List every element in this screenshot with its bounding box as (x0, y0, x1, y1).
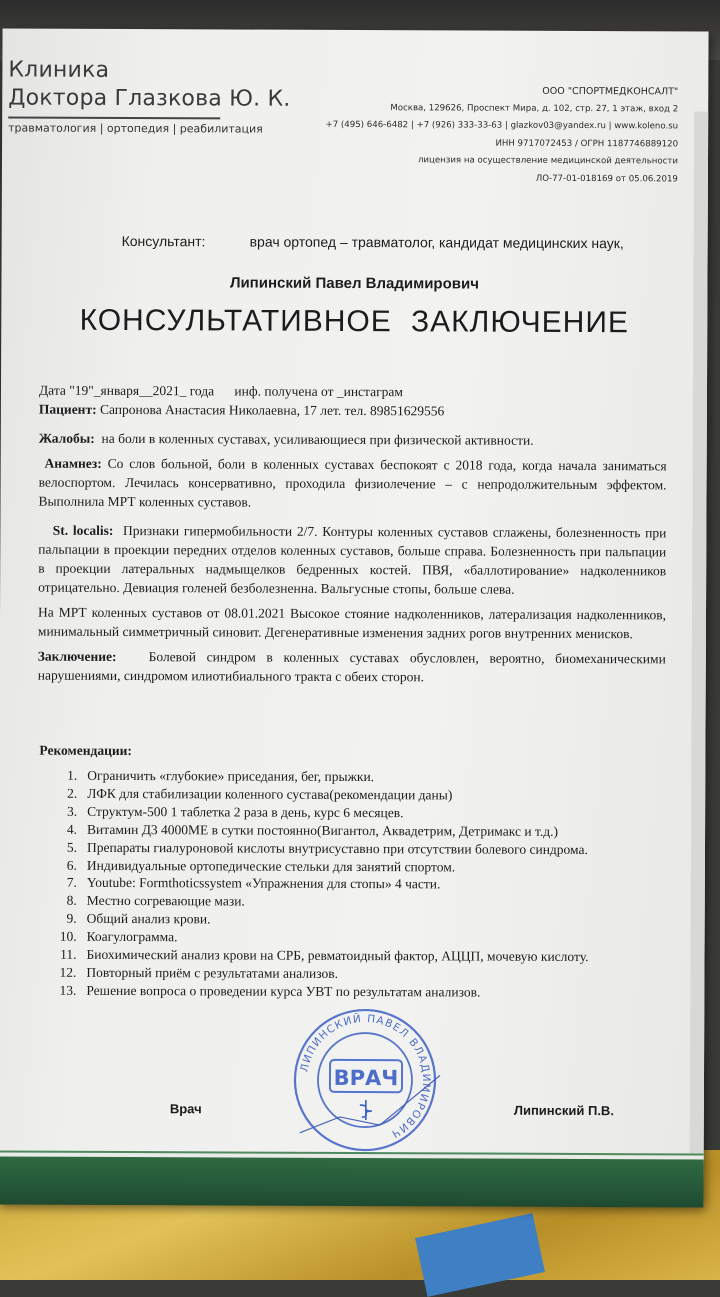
item-number: 7. (66, 875, 77, 891)
item-number: 9. (66, 911, 77, 927)
item-text: Общий анализ крови. (86, 911, 211, 927)
item-number: 12. (59, 964, 77, 980)
mri-findings: На МРТ коленных суставов от 08.01.2021 Высокое стояние надколенников, латерализация надколенников, минимальный симметричный синовит. Дегенеративные изменения задних рогов внутренних менисков. (37, 604, 667, 642)
company-name: ООО "СПОРТМЕДКОНСАЛТ" (542, 85, 679, 98)
item-text: ЛФК для стабилизации коленного сустава(рекомендации даны) (87, 785, 453, 803)
complaints-text: на боли в коленных суставах, усиливающиеся при физической активности. (101, 430, 534, 448)
anamnesis (38, 454, 666, 514)
consultant-line (122, 233, 624, 251)
clinic-specialties: травматология | ортопедия | реабилитация (8, 121, 263, 136)
item-number: 1. (67, 767, 78, 783)
item-number: 3. (66, 803, 78, 819)
recommendations-title: Рекомендации: (39, 742, 132, 759)
item-text: Индивидуальные ортопедические стельки для занятий спортом. (86, 857, 456, 874)
doctor-name: Липинский Павел Владимирович (229, 274, 479, 293)
conclusion-label: Заключение: (37, 648, 117, 664)
stamp-center-text: ВРАЧ (333, 1065, 399, 1091)
st-localis (38, 521, 666, 600)
item-text: Решение вопроса о проведении курса УВТ по результатам анализов. (86, 982, 481, 1000)
signature-role: Врач (169, 1101, 202, 1117)
st-localis-label: St. localis: (52, 522, 114, 538)
item-text: Структум-500 1 таблетка 2 раза в день, курс 6 месяцев. (87, 803, 404, 821)
clinic-name-line2: Доктора Глазкова Ю. К. (8, 85, 291, 112)
stamp-ring-text: ЛИПИНСКИЙ ПАВЕЛ ВЛАДИМИРОВИЧ (298, 1012, 433, 1141)
conclusion (38, 647, 666, 688)
patient-line (39, 400, 667, 422)
item-number: 4. (66, 821, 78, 837)
item-number: 10. (59, 928, 77, 944)
company-address: Москва, 129626, Проспект Мира, д. 102, стр. 27, 1 этаж, вход 2 (390, 102, 679, 114)
consultant-label: Консультант: (121, 232, 206, 250)
patient-label: Пациент: (38, 401, 97, 417)
company-contacts: +7 (495) 646-6482 | +7 (926) 333-33-63 | glazkov03@yandex.ru | www.koleno.su (325, 119, 679, 132)
complaints-label: Жалобы: (38, 430, 95, 446)
item-number: 5. (66, 839, 78, 855)
signature-name: Липинский П.В. (513, 1102, 614, 1119)
item-text: Повторный приём с результатами анализов. (86, 964, 339, 981)
clinic-logo (8, 56, 291, 135)
anamnesis-text: Со слов больной, боли в коленных суставах беспокоят с 2018 года, когда начала заниматься велоспортом. Лечилась консервативно, проходила физиолечение – с непродолжительным эффектом. Выполнила МРТ коленных суставов. (38, 455, 667, 510)
list-item (50, 982, 670, 1003)
document-body (38, 381, 667, 688)
conclusion-text: Болевой синдром в коленных суставах обусловлен, вероятно, биомеханическими нарушениями, синдромом илиотибиального тракта с обеих сторон. (37, 649, 666, 685)
anamnesis-label: Анамнез: (44, 455, 102, 471)
recommendations-list (50, 767, 671, 1002)
company-license: лицензия на осуществление медицинской деятельности (417, 155, 679, 167)
clinic-name-line1: Клиника (8, 57, 110, 83)
item-text: Местно согревающие мази. (86, 893, 245, 909)
item-text: Youtube: Formthoticssystem «Упражнения для стопы» 4 части. (86, 875, 441, 892)
binder-edge (690, 111, 709, 1161)
item-number: 13. (59, 982, 77, 998)
item-number: 11. (60, 946, 77, 962)
document-title: КОНСУЛЬТАТИВНОЕ ЗАКЛЮЧЕНИЕ (79, 303, 630, 340)
doctor-stamp (280, 1005, 451, 1156)
document-sheet (0, 28, 709, 1206)
patient-info: Сапронова Анастасия Николаевна, 17 лет. тел. 89851629556 (99, 401, 445, 419)
footer-bar (0, 1156, 704, 1207)
st-localis-text: Признаки гипермобильности 2/7. Контуры коленных суставов сглажены, болезненность при пальпации в проекции передних отделов коленных суставов, больше справа. Болезненность при пальпации в проекции латеральных надмыщелков бедренных костей. ПВЯ, «баллотирование» надколенников отрицательно. Девиация голеней безболезненна. Вальгусные стопы, больше слева. (38, 522, 667, 597)
item-text: Витамин Д3 4000МЕ в сутки постоянно(Вигантол, Аквадетрим, Детримакс и т.д.) (87, 821, 559, 839)
info-source: инф. получена от _инстаграм (234, 383, 403, 400)
logo-divider (8, 116, 220, 119)
company-details (325, 82, 678, 189)
item-text: Биохимический анализ крови на СРБ, ревматоидный фактор, АЦЦП, мочевую кислоту. (86, 946, 589, 965)
item-text: Коагулограмма. (86, 928, 178, 945)
item-number: 2. (67, 785, 78, 801)
item-number: 8. (66, 893, 77, 909)
caduceus-icon (360, 1100, 372, 1120)
company-inn: ИНН 9717072453 / ОГРН 1187746889120 (495, 138, 679, 149)
date: Дата "19"_января__2021_ года (38, 382, 215, 399)
item-number: 6. (66, 857, 77, 873)
consultant-position: врач ортопед – травматолог, кандидат медицинских наук, (249, 233, 624, 252)
item-text: Ограничить «глубокие» приседания, бег, прыжки. (87, 767, 375, 785)
item-text: Препараты гиалуроновой кислоты внутрисуставно при отсутствии болевого синдрома. (86, 839, 588, 857)
complaints (39, 429, 667, 451)
company-license-number: ЛО-77-01-018169 от 05.06.2019 (535, 173, 678, 184)
